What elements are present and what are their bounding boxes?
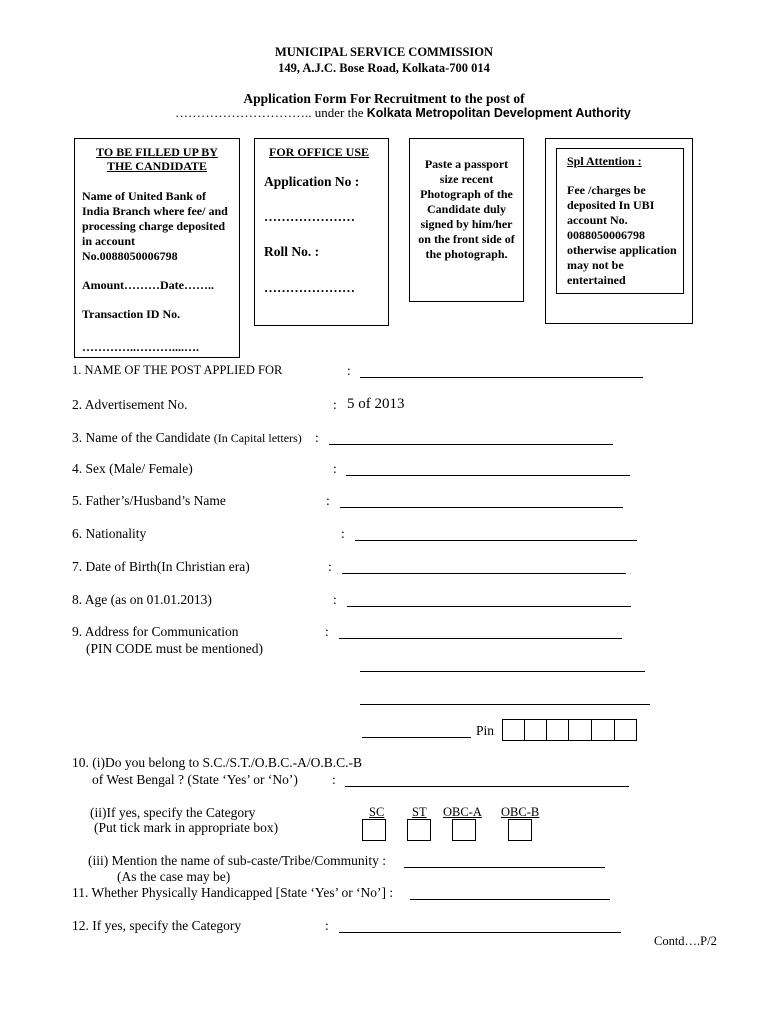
field-9-input-1[interactable]: [339, 638, 622, 639]
field-10-iii-label-2: (As the case may be): [117, 869, 231, 884]
field-8-colon: :: [333, 592, 337, 607]
category-obca-label: OBC-A: [443, 805, 482, 819]
field-10-ii-label-2: (Put tick mark in appropriate box): [94, 820, 279, 835]
field-5-label: 5. Father’s/Husband’s Name: [72, 493, 226, 508]
field-1-input[interactable]: [360, 377, 643, 378]
category-st-checkbox[interactable]: [407, 819, 431, 841]
field-11-input[interactable]: [410, 899, 610, 900]
roll-no-label: Roll No. :: [264, 244, 320, 259]
pin-digit-5[interactable]: [591, 719, 615, 741]
field-7-input[interactable]: [342, 573, 626, 574]
field-8-input[interactable]: [347, 606, 631, 607]
pin-digit-3[interactable]: [546, 719, 569, 741]
field-7-colon: :: [328, 559, 332, 574]
attention-title: Spl Attention :: [567, 154, 642, 168]
org-title: MUNICIPAL SERVICE COMMISSION: [274, 45, 494, 59]
post-line: [175, 105, 631, 121]
attention-box-outer: [545, 138, 693, 324]
field-9-colon: :: [325, 624, 329, 639]
office-use-title: FOR OFFICE USE: [269, 145, 370, 159]
field-3-note: (In Capital letters): [213, 431, 302, 445]
field-6-label: 6. Nationality: [72, 526, 147, 541]
field-8-label: 8. Age (as on 01.01.2013): [72, 592, 212, 607]
pin-digit-2[interactable]: [524, 719, 547, 741]
pin-digit-6[interactable]: [614, 719, 637, 741]
field-7-label: 7. Date of Birth(In Christian era): [72, 559, 250, 574]
field-6-input[interactable]: [355, 540, 637, 541]
field-5-input[interactable]: [340, 507, 623, 508]
category-st-label: ST: [412, 805, 427, 819]
amount-date-line: Amount………Date……..: [82, 278, 214, 292]
pin-label: Pin: [476, 723, 495, 738]
field-9-note: (PIN CODE must be mentioned): [86, 641, 263, 656]
field-9-input-4[interactable]: [362, 737, 471, 738]
continued-note: Contd….P/2: [654, 934, 717, 948]
field-11-label: 11. Whether Physically Handicapped [State ‘Yes’ or ‘No’] :: [72, 885, 394, 900]
application-no-field[interactable]: …………………: [264, 209, 355, 224]
field-1-label: 1. NAME OF THE POST APPLIED FOR: [72, 363, 283, 377]
category-obcb-label: OBC-B: [501, 805, 540, 819]
field-10-label-1: 10. (i)Do you belong to S.C./S.T./O.B.C.-A/O.B.C.-B: [72, 755, 363, 770]
transaction-id-label: Transaction ID No.: [82, 307, 181, 321]
field-4-colon: :: [333, 461, 337, 476]
office-use-inner: [255, 139, 388, 325]
field-9-input-3[interactable]: [360, 704, 650, 705]
field-3-label: [72, 430, 302, 446]
field-12-colon: :: [325, 918, 329, 933]
field-5-colon: :: [326, 493, 330, 508]
candidate-box: [74, 138, 240, 358]
bank-instructions: Name of United Bank of India Branch where fee/ and processing charge deposited in account No.0088050006798: [82, 189, 228, 263]
field-10-colon: :: [332, 772, 336, 787]
category-sc-label: SC: [369, 805, 385, 819]
transaction-id-field[interactable]: …………..………....….: [82, 340, 199, 354]
field-4-input[interactable]: [346, 475, 630, 476]
post-line-prefix: ………………………….. under the: [175, 105, 364, 120]
pin-digit-4[interactable]: [568, 719, 592, 741]
field-3-colon: :: [315, 430, 319, 445]
field-12-label: 12. If yes, specify the Category: [72, 918, 242, 933]
field-1-colon: :: [347, 363, 351, 378]
field-2-colon: :: [333, 397, 337, 412]
pin-digit-1[interactable]: [502, 719, 525, 741]
form-title: Application Form For Recruitment to the post of: [243, 91, 525, 106]
photo-instructions: Paste a passport size recent Photograph of the Candidate duly signed by him/her on the front side of the photograph.: [418, 157, 515, 261]
field-10-label-2: of West Bengal ? (State ‘Yes’ or ‘No’): [92, 772, 298, 787]
application-no-label: Application No :: [264, 174, 360, 189]
field-10-iii-input[interactable]: [404, 867, 605, 868]
category-obca-checkbox[interactable]: [452, 819, 476, 841]
field-9-input-2[interactable]: [360, 671, 645, 672]
photo-box[interactable]: [409, 138, 524, 302]
authority-name: Kolkata Metropolitan Development Authority: [366, 106, 631, 120]
attention-box-inner: [556, 148, 684, 294]
field-10-ii-label-1: (ii)If yes, specify the Category: [90, 805, 256, 820]
field-9-label: 9. Address for Communication: [72, 624, 239, 639]
attention-text: Fee /charges be deposited In UBI account No. 0088050006798 otherwise application may not be entertained: [567, 183, 677, 287]
office-use-box: [254, 138, 389, 326]
category-sc-checkbox[interactable]: [362, 819, 386, 841]
category-obcb-checkbox[interactable]: [508, 819, 532, 841]
field-10-input[interactable]: [345, 786, 629, 787]
field-6-colon: :: [341, 526, 345, 541]
field-12-input[interactable]: [339, 932, 621, 933]
field-3-input[interactable]: [329, 444, 613, 445]
field-10-iii-label-1: (iii) Mention the name of sub-caste/Tribe/Community :: [88, 853, 386, 868]
field-4-label: 4. Sex (Male/ Female): [72, 461, 193, 476]
candidate-box-title-2: THE CANDIDATE: [106, 159, 208, 173]
roll-no-field[interactable]: …………………: [264, 280, 355, 295]
candidate-box-title-1: TO BE FILLED UP BY: [96, 145, 218, 159]
org-address: 149, A.J.C. Bose Road, Kolkata-700 014: [278, 61, 490, 75]
field-3-text: 3. Name of the Candidate: [72, 430, 211, 445]
field-2-value: 5 of 2013: [347, 396, 405, 412]
field-2-label: 2. Advertisement No.: [72, 397, 188, 412]
